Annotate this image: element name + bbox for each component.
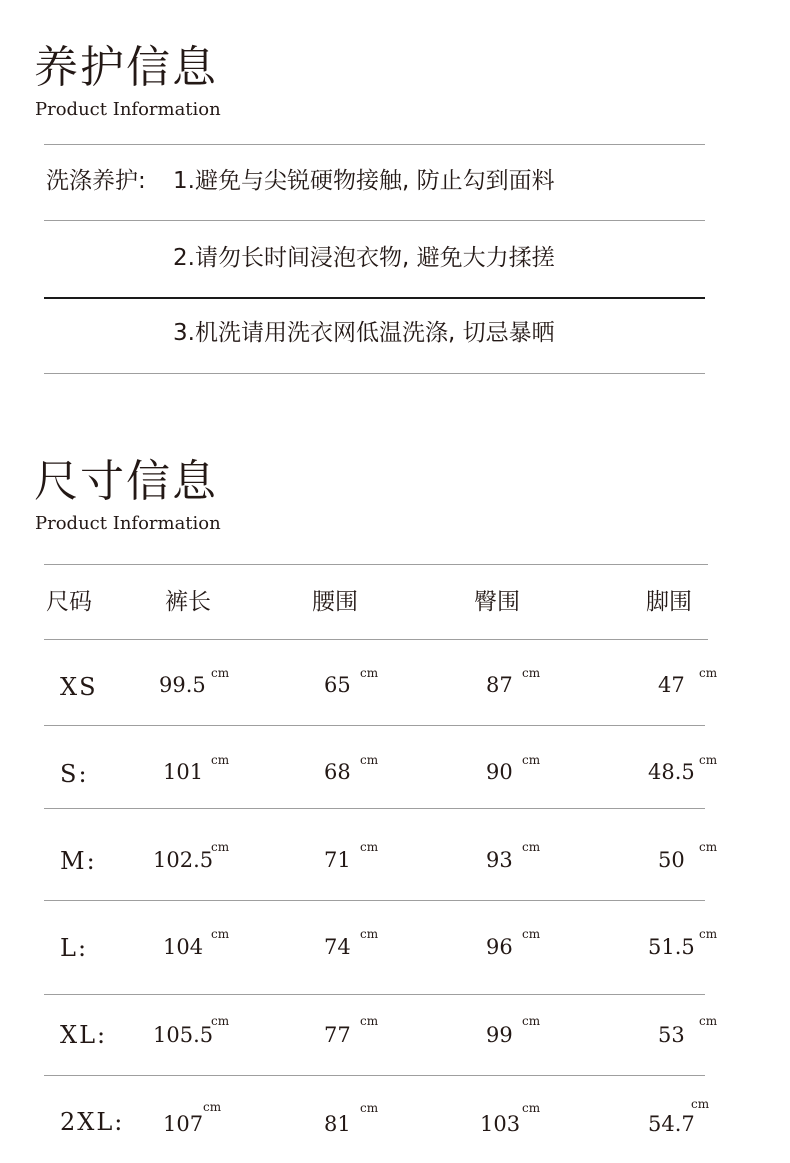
divider <box>44 1075 705 1076</box>
divider <box>44 725 705 726</box>
unit-label: cm <box>211 666 230 680</box>
size-section-title: 尺寸信息 <box>34 456 218 507</box>
unit-label: cm <box>699 840 718 854</box>
divider <box>44 373 705 374</box>
divider <box>44 144 705 145</box>
leg-opening-value: 51.5 <box>648 935 695 959</box>
divider <box>44 808 705 809</box>
waist-value: 74 <box>324 935 351 959</box>
unit-label: cm <box>522 1101 541 1115</box>
hip-value: 93 <box>486 848 513 872</box>
size-section-subtitle: Product Information <box>35 513 221 534</box>
hip-value: 87 <box>486 673 513 697</box>
care-item-2: 2.请勿长时间浸泡衣物, 避免大力揉搓 <box>173 245 555 271</box>
care-item-3: 3.机洗请用洗衣网低温洗涤, 切忌暴晒 <box>173 320 555 346</box>
unit-label: cm <box>522 840 541 854</box>
waist-value: 81 <box>324 1112 351 1136</box>
unit-label: cm <box>203 1100 222 1114</box>
header-waist: 腰围 <box>312 589 358 615</box>
header-length: 裤长 <box>165 589 211 615</box>
unit-label: cm <box>522 666 541 680</box>
unit-label: cm <box>360 840 379 854</box>
leg-opening-value: 47 <box>658 673 685 697</box>
divider-bold <box>44 297 705 299</box>
waist-value: 71 <box>324 848 351 872</box>
unit-label: cm <box>360 1101 379 1115</box>
length-value: 102.5 <box>153 848 214 872</box>
divider <box>44 994 705 995</box>
unit-label: cm <box>691 1097 710 1111</box>
size-label: M: <box>60 847 97 875</box>
size-label: S: <box>60 760 89 788</box>
unit-label: cm <box>699 666 718 680</box>
hip-value: 103 <box>480 1112 521 1136</box>
divider <box>44 220 705 221</box>
waist-value: 68 <box>324 760 351 784</box>
care-label: 洗涤养护: <box>46 168 146 194</box>
unit-label: cm <box>522 1014 541 1028</box>
care-item-1: 1.避免与尖锐硬物接触, 防止勾到面料 <box>173 168 555 194</box>
size-label: 2XL: <box>60 1108 125 1136</box>
unit-label: cm <box>360 666 379 680</box>
leg-opening-value: 50 <box>658 848 685 872</box>
length-value: 99.5 <box>159 673 206 697</box>
unit-label: cm <box>699 753 718 767</box>
size-label: XL: <box>60 1021 108 1049</box>
waist-value: 77 <box>324 1023 351 1047</box>
divider <box>44 564 708 565</box>
header-hip: 臀围 <box>474 589 520 615</box>
waist-value: 65 <box>324 673 351 697</box>
unit-label: cm <box>699 1014 718 1028</box>
unit-label: cm <box>211 1014 230 1028</box>
length-value: 101 <box>163 760 204 784</box>
unit-label: cm <box>522 927 541 941</box>
hip-value: 90 <box>486 760 513 784</box>
unit-label: cm <box>360 1014 379 1028</box>
care-section-subtitle: Product Information <box>35 99 221 120</box>
size-label: XS <box>60 673 98 701</box>
hip-value: 99 <box>486 1023 513 1047</box>
leg-opening-value: 48.5 <box>648 760 695 784</box>
divider <box>44 900 705 901</box>
unit-label: cm <box>360 927 379 941</box>
leg-opening-value: 54.7 <box>648 1112 695 1136</box>
length-value: 107 <box>163 1112 204 1136</box>
care-section-title: 养护信息 <box>34 42 218 93</box>
unit-label: cm <box>699 927 718 941</box>
leg-opening-value: 53 <box>658 1023 685 1047</box>
unit-label: cm <box>211 840 230 854</box>
hip-value: 96 <box>486 935 513 959</box>
header-leg-opening: 脚围 <box>646 589 692 615</box>
unit-label: cm <box>211 927 230 941</box>
header-size: 尺码 <box>46 589 92 615</box>
unit-label: cm <box>360 753 379 767</box>
divider <box>44 639 708 640</box>
length-value: 105.5 <box>153 1023 214 1047</box>
size-label: L: <box>60 934 89 962</box>
unit-label: cm <box>211 753 230 767</box>
unit-label: cm <box>522 753 541 767</box>
length-value: 104 <box>163 935 204 959</box>
